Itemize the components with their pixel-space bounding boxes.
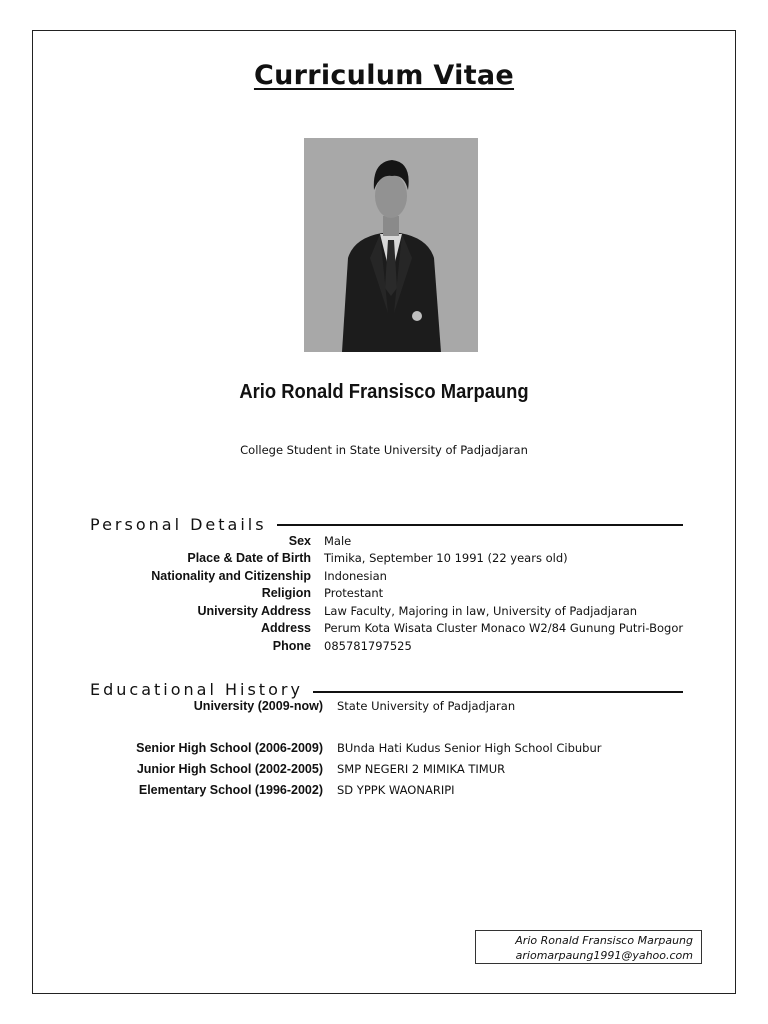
detail-label: Sex <box>288 534 311 548</box>
detail-label: University Address <box>197 604 311 618</box>
educational-history-heading: Educational History <box>90 680 313 699</box>
education-value: SD YPPK WAONARIPI <box>337 783 455 797</box>
education-label: Elementary School (1996-2002) <box>138 783 323 797</box>
education-row <box>0 762 323 779</box>
education-value: SMP NEGERI 2 MIMIKA TIMUR <box>337 762 506 776</box>
detail-row <box>0 569 311 586</box>
detail-label: Nationality and Citizenship <box>151 569 311 583</box>
footer-name: Ario Ronald Fransisco Marpaung <box>515 934 693 947</box>
detail-value: Perum Kota Wisata Cluster Monaco W2/84 Gunung Putri-Bogor <box>324 621 684 635</box>
candidate-name: Ario Ronald Fransisco Marpaung <box>239 381 529 403</box>
section-divider <box>270 524 683 526</box>
education-row <box>0 741 323 758</box>
detail-row <box>0 534 311 551</box>
education-row <box>0 783 323 800</box>
education-label: Senior High School (2006-2009) <box>136 741 323 755</box>
detail-row <box>0 639 311 656</box>
candidate-subtitle: College Student in State University of Padjadjaran <box>240 443 528 457</box>
education-row <box>0 699 323 716</box>
detail-value: Timika, September 10 1991 (22 years old) <box>324 551 568 565</box>
detail-value: 085781797525 <box>324 639 412 653</box>
detail-label: Place & Date of Birth <box>187 551 311 565</box>
footer-email[interactable]: ariomarpaung1991@yahoo.com <box>515 949 693 962</box>
section-divider <box>310 691 683 693</box>
detail-row <box>0 621 311 638</box>
document-title: Curriculum Vitae <box>253 60 515 91</box>
education-value: BUnda Hati Kudus Senior High School Cibubur <box>337 741 602 755</box>
detail-label: Religion <box>261 586 311 600</box>
detail-row <box>0 586 311 603</box>
profile-photo <box>304 138 478 352</box>
personal-details-heading: Personal Details <box>90 515 277 534</box>
detail-value: Indonesian <box>324 569 387 583</box>
detail-row <box>0 604 311 621</box>
detail-row <box>0 551 311 568</box>
education-value: State University of Padjadjaran <box>337 699 516 713</box>
detail-value: Law Faculty, Majoring in law, University of Padjadjaran <box>324 604 638 618</box>
detail-label: Phone <box>272 639 311 653</box>
detail-label: Address <box>260 621 311 635</box>
education-label: University (2009-now) <box>193 699 323 713</box>
detail-value: Male <box>324 534 352 548</box>
contact-footer-box <box>475 930 702 964</box>
detail-value: Protestant <box>324 586 384 600</box>
education-label: Junior High School (2002-2005) <box>136 762 323 776</box>
